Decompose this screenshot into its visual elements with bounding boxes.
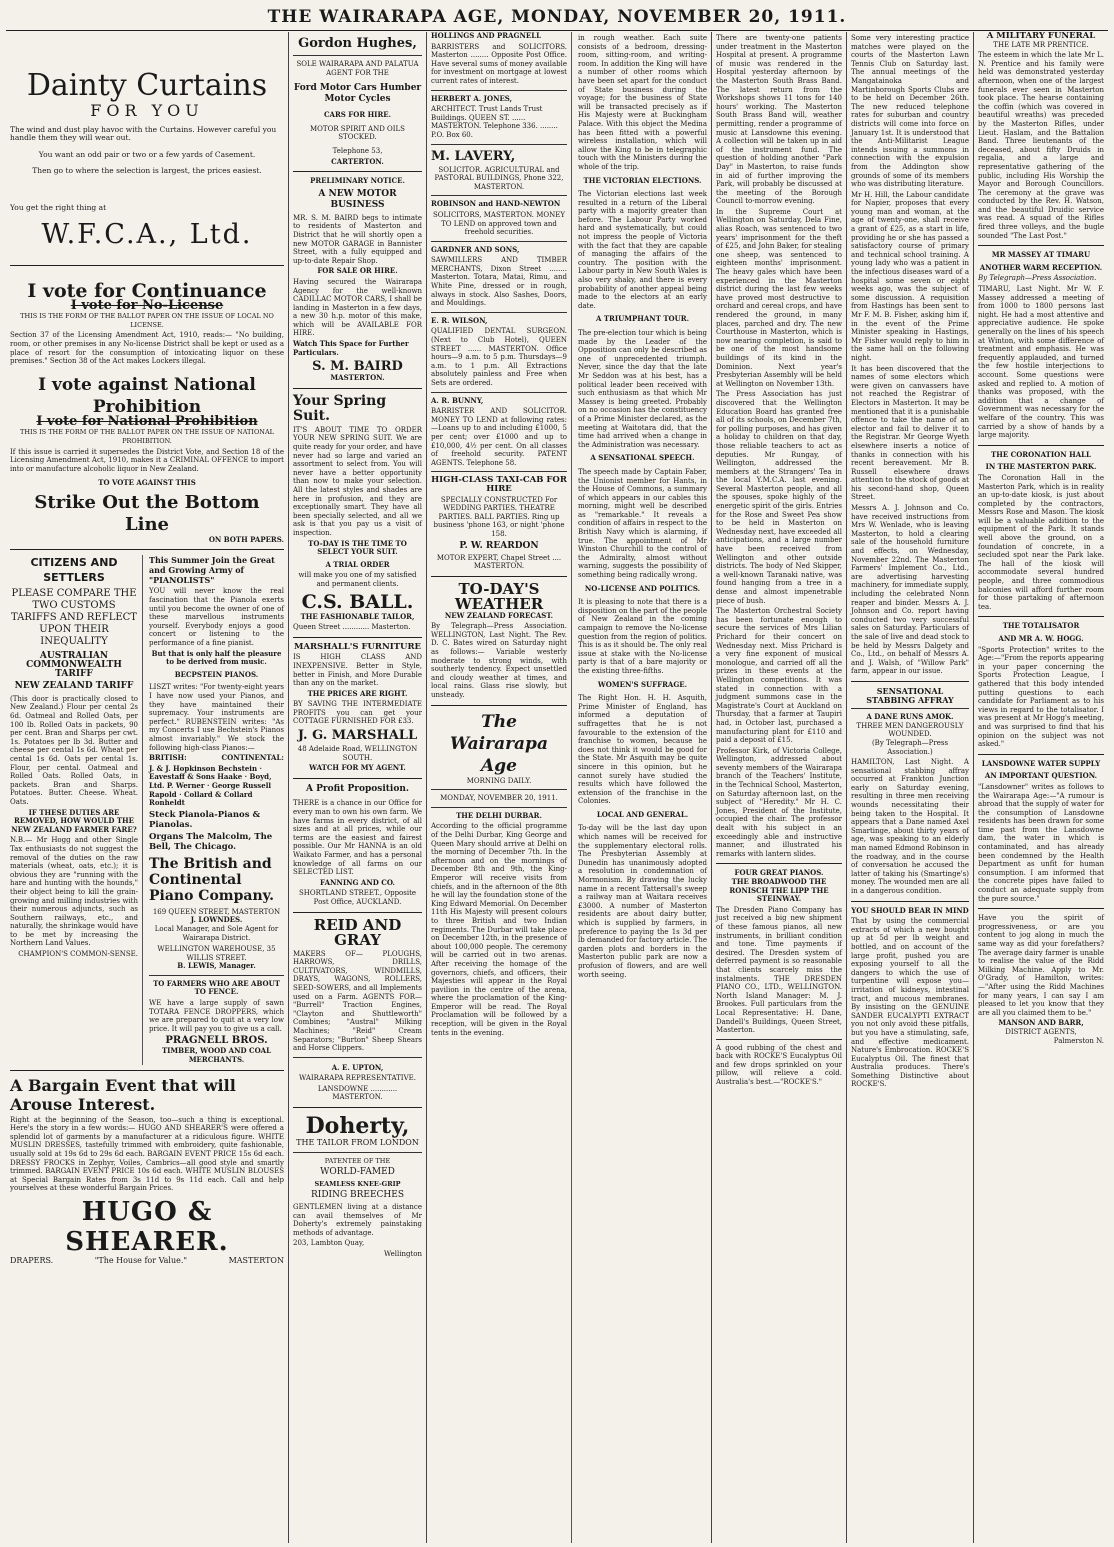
doherty-body: GENTLEMEN living at a distance can avail themselves of Mr Doherty's extremely painstaking methods of advantage. [293,1203,422,1237]
massey-heading: MR MASSEY AT TIMARU [991,250,1091,260]
profit-body: THERE is a chance in our Office for every man to own his own farm. We have farms in every district, of all sizes and at all prices, while our terms are the easiest and fairest possible. Our Mr HANNA is an old Waikato Farmer, and has a personal knowledge of all farms on our SELECTED LIST. [293,799,422,877]
vote-against-prohibition: I vote against National Prohibition [38,374,256,417]
curtains-line-2: You want an odd pair or two or a few yards of Casement. [38,149,256,159]
fence-heading: TO FARMERS WHO ARE ABOUT TO FENCE. [153,978,280,997]
weather-heading: TO-DAY'S WEATHER [454,579,544,613]
nolicense-body: It is pleasing to note that there is a disposition on the part of the people of New Zealand in the coming campaign to remove the No-license question from the region of politics. This is as it should be. The only real issue at stake with the No-license party is that of a bare majority or the existing three-fifths. [578,598,707,675]
hugo-town: MASTERTON [228,1255,284,1265]
lavery-heading: M. LAVERY, [431,148,516,164]
new-zealand-tariff: NEW ZEALAND TARIFF [14,681,134,692]
column-3a [431,32,572,1543]
manson-agents: DISTRICT AGENTS, [1005,1027,1077,1036]
weather-body: By Telegraph—Press Association. WELLINGTON, Last Night. The Rev. D. C. Bates wired on Saturday night as follows:— Variable westerly moderate to strong winds, with southerly tendency. Expect unsettled and cloudy weather at times, and local rains. Glass rise slowly, but unsteady. [431,622,567,700]
column-2 [289,32,427,1543]
hollings-body: BARRISTERS and SOLICITORS. Masterton ........ Opposite Post Office. Have several sums of money available for investment on mortgage at lowest current rates of interest. [431,42,567,85]
jg-marshall-agent: WATCH FOR MY AGENT. [309,763,406,773]
column-4 [712,32,847,1543]
col4-paragraph-3: The Press Association has just discovered that the Wellington Education Board has granted free all of its schools, on December 7th, for polling purposes, and has given a holiday to children on that day, those reliable teachers to act as deputies. Mr Rungay, of Wellington, addressed the members at the Strangers' Tea in the local Y.M.C.A. last evening. Several Masterton people, and all the spouses, spoke highly of the energetic spirit of the girls. Entries for the Rose and Sweet Pea show to be held in Masterton on Wednesday next, have exceeded all anticipations, and a large number have been received from Wellington and other outside districts. The body of Ned Skipper, a well-known Taranaki native, was found hanging from a tree in a dense and almost impenetrable piece of bush. [716,390,842,605]
curtains-line-1: The wind and dust play havoc with the Curtains. However careful you handle them they will wear out. [10,124,277,143]
stabbing-byline: (By Telegraph—Press Association.) [871,738,949,756]
vote1-body: Section 37 of the Licensing Amendment Act, 1910, reads:— "No building, room, or other premises in any No-license District shall be kept or used as a place of resort for the consumption of intoxicating liquor on these premises." Section 38 of the Act makes Lockers illegal. [10,331,284,366]
vote-no-license-struck: I vote for No-License [70,297,224,313]
today-select: TO-DAY IS THE TIME TO SELECT YOUR SUIT. [308,538,407,557]
water-heading: LANSDOWNE WATER SUPPLY [981,758,1101,768]
hugo-slogan: "The House for Value." [94,1255,188,1265]
nolicense-heading: NO-LICENSE AND POLITICS. [584,583,701,593]
coronation-body: The Coronation Hall in the Masterton Park, which is in reality an up-to-date kiosk, is just about completed by the contractors, Messrs Rose and Mason. The kiosk will be a valuable addition to the equipment of the Park. It stands well above the ground, on a foundation of concrete, in a secluded spot near the Park lake. The hall of the kiosk will accommodate several hundred people, and three commodious balconies will afford further room for those partaking of afternoon tea. [978,473,1104,611]
prices-body: BY SAVING THE INTERMEDIATE PROFITS you can get your COTTAGE FURNISHED FOR £33. [293,700,422,726]
col5-paragraph-4: Messrs A. J. Johnson and Co. have received instructions from Mrs W. Wenlade, who is leaving Masterton, to hold a clearing sale of the household furniture and effects, on Wednesday, November 22nd. The Masterton Farmers' Implement Co., Ltd., are advertising harvesting machinery, for immediate supply, including the celebrated Nonn reaper and binder. Messrs A. J. Johnson and Co. report having conducted two very successful sales on Saturday. Particulars of the sale of live and dead stock to be held by Messrs Dalgety and Co., Ltd., on behalf of Messrs A. and J. Walsh, of "Willow Park" farm, appear in our issue. [851,504,969,676]
motor-spirit: MOTOR SPIRIT AND OILS STOCKED. [310,124,405,142]
rocke-note: A good rubbing of the chest and back with ROCKE'S Eucalyptus Oil and few drops sprinkled on your pillow, will relieve a cold. Australia's best.—"ROCKE'S." [716,1043,842,1087]
tariff-body: (This door is practically closed to New Zealand.) Flour per cental 2s 6d. Oatmeal and Rolled Oats, per 100 lb. Rolled Oats in packets, 90 per cent. Bran and Sharps per cwt. 1s. Potatoes per lb 3d. Butter and cheese per cental 1s 6d. Wheat per cental 1s 6d. Oats per cental 1s. Flour, per cental. Oatmeal and Rolled Oats. Rolled Oats, in packets. Bran and Sharps. Potatoes. Butter. Cheese. Wheat. Oats. [10,694,138,806]
tariff-column [10,555,143,1064]
curtains-line-4: You get the right thing at [10,202,107,212]
motor-body: MR. S. M. BAIRD begs to intimate to residents of Masterton and District that he will shortly open a new MOTOR GARAGE in Bannister Street, with a fully equipped and up-to-date Repair Shop. [293,213,422,265]
dane-amok: A DANE RUNS AMOK. [866,712,954,722]
bunny-heading: A. R. BUNNY, [431,395,484,405]
col4-paragraph-5: Professor Kirk, of Victoria College, Wellington, addressed about seventy members of the Wairarapa branch of the Teachers' Institute, in the Technical School, Masterton, on Saturday afternoon last, on the subject of "Heredity." Mr H. C. Jones, President of the Institute, occupied the chair. The professor dealt with his subject in an exceedingly able and instructive manner, and illustrated his remarks with lantern slides. [716,746,842,858]
cs-ball: C.S. BALL. [301,590,414,613]
organs-line: Organs The Malcolm, The Bell, The Chicago. [149,831,273,852]
stabbing-heading: SENSATIONAL STABBING AFFRAY [866,685,954,705]
wilson-body: QUALIFIED DENTAL SURGEON. (Next to Club Hotel), QUEEN STREET ...... MASTERTON. Office hours—9 a.m. to 5 p.m. Thursdays—9 a.m. to 1 p.m. All Extractions absolutely painless and Free when Sets are ordered. [431,327,567,387]
pianists-heading: This Summer Join the Great and Growing Army of "PIANOLISTS" [149,555,275,586]
manson-town: Palmerston N. [1053,1036,1104,1045]
nb-note: N.B.— Mr Hogg and other Single Tax enthusiasts do not suggest the removal of the duties on the raw materials (wheat, oats, etc.); it is obvious they are "running with the hare and hunting with the hounds," their object being to kill the grain-growing and milling industries with their numerous adjuncts, such as Southern railways, etc., and naturally, the shrinkage would have to be met by increasing the Northern Land Values. [10,836,138,948]
wilson-heading: E. R. WILSON, [431,315,488,325]
doherty-wellington: Wellington [383,1250,422,1258]
cars-for-hire: CARS FOR HIRE. [323,110,392,120]
four-pianos-body: The Dresden Piano Company has just received a big new shipment of these famous pianos, all new instruments, in brilliant condition and tone. Time payments if desired. The Dresden system of deferred payment is so reasonable that clients scarcely miss the instalments. THE DRESDEN PIANO CO., LTD., WELLINGTON. North Island Manager: M. J. Brookes. Full particulars from the Local Representative: H. Dane, Dandell's Buildings, Queen Street, Masterton. [716,905,842,1035]
pianists-bold: But that is only half the pleasure to be derived from music. [151,648,282,667]
bcpc-manager-role: Local Manager, and Sole Agent for Wairarapa District. [154,924,279,942]
reid-gray: REID AND GRAY [313,915,402,949]
bunny-body: BARRISTER AND SOLICITOR. MONEY TO LEND at following rates:—Loans up to and including £1000, 5 per cent; over £1000 and up to £10,000, 4½ per cent. On all classes of freehold security. PATENT AGENTS. Telephone 58. [431,407,567,467]
sensational-speech-heading: A SENSATIONAL SPEECH. [590,453,695,463]
vote1-note: THIS IS THE FORM OF THE BALLOT PAPER ON THE ISSUE OF LOCAL NO LICENSE. [20,312,274,329]
bargain-heading: A Bargain Event that will Arouse Interest. [10,1075,236,1114]
massey-byline: By Telegraph—Press Association. [978,274,1097,283]
col4-paragraph-4: The Masterton Orchestral Society has been fortunate enough to secure the services of Mrs Lilian Prichard for their concert on Wednesday next. Miss Prichard is a very fine exponent of musical monologue, and carried off all the prizes in these events at the Wellington competitions. It was stated in connection with a judgment summons case in the Magistrate's Court at Auckland on Thursday, that a farmer at Taupiri had, in October last, purchased a manufacturing plant for £110 and paid a deposit of £15. [716,607,842,745]
cs-ball-tailor: THE FASHIONABLE TAILOR, [300,611,415,621]
columns [6,32,1108,1543]
bcpc-address: 169 QUEEN STREET, MASTERTON [152,907,281,916]
hogg-heading: AND MR A. W. HOGG. [998,634,1084,643]
bcpc-heading: The British and Continental Piano Company. [149,855,275,904]
prices-right: THE PRICES ARE RIGHT. [307,688,408,698]
gardner-body: SAWMILLERS AND TIMBER MERCHANTS, Dixon Street ........ Masterton. Totara, Matai, Rimu, and White Pine, dressed or in rough, always in stock. Also Sashes, Doors, and Mouldings. [431,256,567,308]
bcpc-manager: J. LOWNDES. [190,915,243,925]
bear-in-mind-body: That by using the commercial extracts of which a new bought up at 5d per lb weight and bottled, and on account of the large profit, pushed you are exposing yourself to all the dangers to which the use of turpentine will expose you—irritation of kidneys, intestinal tract, and mucous membranes. By insisting on the GENUINE SANDER EUCALYPTI EXTRACT you not only avoid these pitfalls, but you have a stimulating, safe, and effective medicament. Nature's Embrocation. ROCKE'S Eucalyptus Oil. The finest that Australia produces. There's Something Distinctive about ROCKE'S. [851,917,969,1089]
champion-signoff: CHAMPION'S COMMON-SENSE. [18,950,138,959]
pragnell-trade: TIMBER, WOOD AND COAL MERCHANTS. [161,1046,272,1065]
totalisator-body: "Sports Protection" writes to the Age:—"From the reports appearing in your paper concerning the Sports Protection League, I gathered that this body intended putting questions to each candidate for Parliament as to his views in regard to the totalisator. I was present at Mr Hogg's meeting, and was surprised to find that his opinion on the subject was not asked." [978,645,1104,749]
riding-breeches: RIDING BREECHES [310,1190,405,1201]
gordon-agent: SOLE WAIRARAPA AND PALATUA AGENT FOR THE [296,60,419,77]
paper-title: The Wairarapa Age [450,711,548,776]
separator-ad: Have you the spirit of progressiveness, or are you content to jog along in much the same way as did your forefathers? The average dairy farmer is unable to realise the value of the Ridd Milking Machine. Apply to Mr. O'Grady, of Hamilton, writes:—"After using the Ridd Machines for many years, I can say I am pleased to let you know that they are all you claimed them to be." [978,914,1104,1017]
steck-line: Steck Pianola-Pianos & Pianolas. [149,809,261,830]
morning-daily: MORNING DAILY. [466,776,532,785]
robinson-heading: ROBINSON and HAND-NEWTON [431,199,561,209]
hugo-shearer-logo: HUGO & SHEARER. [65,1196,229,1257]
local-body: To-day will be the last day upon which names will be received for the supplementary electoral rolls. The Presbyterian Assembly at Dunedin has unanimously adopted a resolution in condemnation of Mormonism. By drawing the lucky name in a recent Tattersall's sweep a railway man at Waitara receives £3000. A number of Masterton residents are about dairy butter, which is supplied by farmers, in preference to paying the 1s 3d per lb demanded for factory article. The garden plots and borders in the Masterton public park are now a profusion of flowers, and are well worth seeing. [578,824,707,979]
bechstein-body: LISZT writes: "For twenty-eight years I have now used your Pianos, and they have maintained their supremacy. Your instruments are perfect." RUBENSTEIN writes: "As my Concerts I use Bechstein's Pianos almost invariably." We stock the following high-class Pianos:— [149,683,284,752]
both-papers: ON BOTH PAPERS. [208,534,284,544]
trial-order: A TRIAL ORDER [325,559,390,569]
late-prentice: THE LATE MR PRENTICE. [993,40,1089,49]
coronation-heading: THE CORONATION HALL [991,449,1091,459]
reardon: P. W. REARDON [459,540,539,551]
vote2-body: If this issue is carried it supersedes the District Vote, and Section 18 of the Licensing Amendment Act, 1910, makes it a CRIMINAL OFFENCE to import into or manufacture alcoholic liquor in New Zealand. [10,447,284,473]
marshall-heading: MARSHALL'S FURNITURE [293,641,422,652]
gordon-telephone: Telephone 53, [332,146,383,155]
fanning-address: SHORTLAND STREET., Opposite Post Office, AUCKLAND. [298,889,417,906]
jg-marshall: J. G. MARSHALL [297,728,418,744]
fence-body: WE have a large supply of sawn TOTARA FENCE DROPPERS, which we are prepared to quit at a very low price. It will pay you to give us a call. [149,999,284,1033]
manson-barr: MANSON AND BARR, [998,1018,1084,1028]
women-body: The Right Hon. H. H. Asquith, Prime Minister of England, has informed a deputation of suffragettes that he is not favourable to the extension of the franchise to women, because he does not think it would be good for the State. Mr Asquith may be quite sincere in this opinion, but he cannot surely have studied the results which have followed the extension of the franchise in the Colonies. [578,694,707,806]
spring-suit-heading: Your Spring Suit. [293,392,387,424]
strike-out-heading: Strike Out the Bottom Line [34,491,260,535]
ford-humber: Ford Motor Cars Humber Motor Cycles [293,83,422,105]
ae-upton: A. E. UPTON, [331,1062,384,1072]
upton-place: LANSDOWNE ............ MASTERTON. [317,1084,398,1102]
military-funeral: A MILITARY FUNERAL [986,32,1096,41]
sale-body: Having secured the Wairarapa Agency for the well-known CADILLAC MOTOR CARS, I shall be landing in Masterton in a few days, a new 30 h.p. motor of this make, which will be AVAILABLE FOR HIRE. [293,277,422,338]
col5-paragraph-1: Some very interesting practice matches were played on the courts of the Masterton Lawn Tennis Club on Saturday last. The annual meetings of the Mangatainoka and Martinborough Sports Clubs are to be held on December 26th. The new reduced telephone rates for suburban and country districts will come into force on January 1st. It is understood that the Anti-Militarist League intends issuing a summons in connection with the expulsion from the Addington show grounds of some of its members who was distributing literature. [851,34,969,189]
durbar-heading: THE DELHI DURBAR. [456,810,542,820]
australian-tariff: AUSTRALIAN COMMONWEALTH TARIFF [26,651,122,679]
seamless: SEAMLESS KNEE-GRIP [314,1179,401,1188]
vote-prohibition-struck: I vote for National Prohibition [36,413,258,429]
compare-heading: PLEASE COMPARE THE TWO CUSTOMS TARIFFS AND REFLECT UPON THEIR INEQUALITY [11,588,137,648]
marshall-body: IS HIGH CLASS AND INEXPENSIVE. Better in Style, better in Finish, and More Durable than any on the market. [293,653,422,688]
masthead: THE WAIRARAPA AGE, MONDAY, NOVEMBER 20, 1911. [6,4,1108,31]
col5-paragraph-3: It has been discovered that the names of some electors which were given on canvassers have not reached the Registrar of Electors in Masterton. It may be mentioned that it is a punishable offence to take the name of an elector and fail to deliver it to the Registrar. Mr George Wyeth elsewhere inserts a notice of thanks in connection with his recent bereavement. Mr B. Russell elsewhere draws attention to the stock of goods at his second-hand shop, Queen Street. [851,364,969,502]
forecast-heading: NEW ZEALAND FORECAST. [444,610,554,620]
prelim-notice: PRELIMINARY NOTICE. [310,176,405,186]
column-5 [847,32,974,1543]
continental-label: CONTINENTAL: [221,753,284,763]
reardon-body: MOTOR EXPERT, Chapel Street .... MASTERTON. [436,553,562,571]
medina-body: in rough weather. Each suite consists of a bedroom, dressing-room, sitting-room, and writing-room. In addition the King will have a number of other rooms which have been set apart for the conduct of State business during the voyage; for the business of State will be transacted precisely as if His Majesty were at Buckingham Palace. With this object the Medina has been fitted with a powerful wireless installation, which will allow the King to be in telegraphic touch with the Ministers during the whole of the trip. [578,34,707,171]
herbert-heading: HERBERT A. JONES, [431,93,513,103]
issue-date: MONDAY, NOVEMBER 20, 1911. [440,794,558,803]
cs-ball-street: Queen Street ............ Masterton. [293,623,411,632]
curtains-subtitle: FOR YOU [90,101,204,120]
col5-paragraph-2: Mr H. Hill, the Labour candidate for Napier, proposes that every young man and woman, at the age of twenty-one, shall receive a grant of £25, as a start in life, providing he or she has passed a satisfactory course of primary and technical school training. A young lady who was a patient in the infectious diseases ward of a hospital some seven or eight weeks ago, was the subject of some discussion. A requisition from Hastings has been sent to Mr F. M. B. Fisher, asking him if, in the event of the Prime Minister speaking in Hastings, Mr Fisher would reply to him in the same hall on the following night. [851,190,969,362]
women-heading: WOMEN'S SUFFRAGE. [597,679,688,689]
col4-paragraph-1: There are twenty-one patients under treatment in the Masterton Hospital at present. A programme of music was rendered in the Hospital yesterday afternoon by the Masterton South Brass Band. The latest return from the Workshops shows 11 tons for 140 hours' working. The Masterton South Brass Band will, weather permitting, render a programme of music at Lansdowne this evening. A collection will be taken up in aid of the instrument fund. The question of holding another "Park Day" in Masterton, to raise funds in aid of further improving the Park, will probably be discussed at the meeting of the Borough Council to-morrow evening. [716,34,842,206]
four-pianos-list: THE BROADWOOD THE RONISCH THE LIPP THE STEINWAY. [729,877,829,904]
new-motor-business: A NEW MOTOR BUSINESS [318,188,397,210]
watch-space: Watch This Space for Further Particulars. [293,339,409,357]
fanning-co: FANNING AND CO. [320,877,395,887]
sm-baird-town: MASTERTON. [330,373,385,383]
citizens-heading: CITIZENS AND SETTLERS [30,556,118,585]
reid-body: MAKERS OF— PLOUGHS, HARROWS, DRILLS, CULTIVATORS, WINDMILLS, DRAYS, WAGONS, ROLLERS, SEED-SOWERS, and all Implements used on a Farm. AGENTS FOR— "Burrell" Traction Engines, "Clayton and Shuttleworth" Combines; "Austral" Milking Machines; "Reid" Cream Separators; "Burton" Sheep Shears and Horse Clippers. [293,949,422,1053]
vote2-note: THIS IS THE FORM OF THE BALLOT PAPER ON THE ISSUE OF NATIONAL PROHIBITION. [20,428,274,445]
world-famed: WORLD-FAMED [320,1167,395,1178]
totalisator-heading: THE TOTALISATOR [1002,621,1080,631]
profit-heading: A Profit Proposition. [305,783,409,794]
doherty-lambton: 203, Lambton Quay, [293,1239,365,1248]
hollings-heading: HOLLINGS AND PRAGNELL [431,32,542,40]
important-question: AN IMPORTANT QUESTION. [984,771,1098,781]
stabbing-body: HAMILTON, Last Night. A sensational stabbing affray occurred at Frankton Junction early on Saturday evening, resulting in three men receiving wounds necessitating their being taken to the Hospital. It appears that a Dane named Axel Smartinge, about thirty years of age, was speaking to an elderly man named Edmond Robinson in the roadway, and in the course of conversation he accused the latter of taking his (Smartinge's) money. The wounded men are all in a dangerous condition. [851,758,969,895]
taxi-body: SPECIALLY CONSTRUCTED For WEDDING PARTIES. THEATRE PARTIES. BALL PARTIES. Ring up business 'phone 163, or night 'phone 158. [433,495,565,538]
british-label: BRITISH: [149,753,187,763]
lavery-body: SOLICITOR. AGRICULTURAL and PASTORAL BUILDINGS, Phone 322, MASTERTON. [434,165,564,191]
col4-paragraph-2: In the Supreme Court at Wellington on Saturday, Dela Fine, alias Roach, was sentenced to two years' imprisonment for the theft of £25, and John Baker, for stealing one sheep, was sentenced to eighteen months' imprisonment. The heavy gales which have been experienced in the Masterton district during the last few weeks have proved most destructive to orchard and cereal crops, and have rendered the ground, in many places, parched and dry. The new Courthouse in Masterton, which is now nearing completion, is said to be one of the most handsome buildings of its kind in the Dominion. Next year's Presbyterian Assembly will be held at Wellington on November 13th. [716,207,842,388]
column-6 [974,32,1108,1543]
curtains-title: Dainty Curtains [26,68,268,103]
patentee: PATENTEE OF THE [324,1156,391,1165]
victorian-heading: THE VICTORIAN ELECTIONS. [583,175,702,185]
piano-makers: J. & J. Hopkinson Bechstein · Eavestaff & Sons Haake · Boyd, Ltd. P. Werner · George Russell Rapold · Collard & Collard Ronheldt [149,763,272,808]
warm-reception: ANOTHER WARM RECEPTION. [979,262,1103,272]
triumph-heading: A TRIUMPHANT TOUR. [595,314,690,324]
water-body: "Lansdowner" writes as follows to the Wairarapa Age:—"A rumour is abroad that the supply of water for the consumption of Lansdowne residents has been drawn for some time past from the Lansdowne dam, the water in which is contaminated, and has already been condemned by the Health Department as unfit for human consumption. I am informed that the concrete pipes have failed to conduct an adequate supply from the pure source." [978,782,1104,903]
military-body: The esteem in which the late Mr L. N. Prentice and his family were held was demonstrated yesterday afternoon, when one of the largest funerals ever seen in Masterton took place. The hearse containing the coffin (which was covered in beautiful wreaths) was preceded by the Masterton Rifles, under Lieut. Haslam, and the Battalion Band. Three lieutenants of the deceased, about fifty Druids in regalia, and a large and representative gathering of the public, including His Worship the Mayor and Borough Councillors. The ceremony at the grave was conducted by the Rev. H. Watson, and the beautiful Druidic service was read. A squad of the Rifles fired three volleys, and the bugle sounded "The Last Post." [978,51,1104,240]
four-pianos: FOUR GREAT PIANOS. [734,868,824,878]
gordon-hughes: Gordon Hughes, [298,36,417,51]
vote-continuance: I vote for Continuance [27,279,267,302]
bcpc-warehouse: WELLINGTON WAREHOUSE, 35 WILLIS STREET. [157,945,276,962]
gordon-carterton: CARTERTON. [331,156,384,166]
bargain-body: Right at the beginning of the Season, too—such a thing is exceptional. Here's the story in a few words:— HUGO AND SHEARER'S were offered a splendid lot of garments by a manufacturer at a ridiculous figure. WHITE MUSLIN DRESSES, tastefully trimmed with embroidery, quite fashionable, usually sold at 19s 6d to 29s 6d each. BARGAIN EVENT PRICE 15s 6d each. DRESSY FROCKS in Zephyr, Voiles, Cambrics—all good style and smartly trimmed. BARGAIN EVENT PRICE 10s 6d each. WHITE MUSLIN BLOUSES at Special Bargain Rates from 3s 11d to 9s 11d each. Call and help yourselves at these wonderful Bargain Prices. [10,1115,284,1193]
sensational-speech-body: The speech made by Captain Faber, the Unionist member for Hants, in the House of Commons, a summary of which appears in our cables this morning, might well be described as "remarkable." It reveals a condition of affairs in respect to the British Navy which is alarming, if true. The appointment of Mr Winston Churchill to the control of the Admiralty, almost without warning, suggests the possibility of something being radically wrong. [578,467,707,580]
vote-against-line: TO VOTE AGAINST THIS [98,478,196,488]
wfca-logo: W.F.C.A., Ltd. [41,218,253,250]
spring-suit-body: IT'S ABOUT TIME TO ORDER YOUR NEW SPRING SUIT. We are quite ready for your order, and have never had so large and varied an assortment to select from. You will never have a better opportunity than now to make your selection. All the latest styles and shades are here in profusion, and they are exceptionally smart. They have all been specially selected, and all we ask is that you pay us a visit of inspection. [293,425,422,537]
doherty-tailor: THE TAILOR FROM LONDON [296,1138,419,1148]
gardner-heading: GARDNER AND SONS, [431,244,520,254]
hugo-drapers: DRAPERS. [10,1255,54,1265]
bcpc-lewis: B. LEWIS, Manager. [177,961,256,971]
sale-or-hire: FOR SALE OR HIRE. [317,266,398,276]
upton-role: WAIRARAPA REPRESENTATIVE. [299,1074,416,1083]
column-3 [427,32,712,1543]
trial-body: will make you one of my satisfied and permanent clients. [298,571,417,588]
column-3b [578,32,707,1543]
sm-baird: S. M. BAIRD [312,359,403,375]
taxi-heading: HIGH-CLASS TAXI-CAB FOR HIRE [431,475,567,494]
three-men: THREE MEN DANGEROUSLY WOUNDED. [856,721,964,739]
masterton-park: IN THE MASTERTON PARK. [985,462,1097,472]
bechstein-heading: BECPSTEIN PIANOS. [174,669,259,679]
local-heading: LOCAL AND GENERAL. [596,809,689,819]
pragnell-bros: PRAGNELL BROS. [165,1035,268,1047]
victorian-body: The Victorian elections last week resulted in a return of the Liberal party with a majority greater than before. The Labour Party worked hard and systematically, but could not impress the people of Victoria with the fact that they are capable of managing the affairs of the country. The position with the Labour party in New South Wales is also very shaky, and there is every probability of another appeal being made to the electors at an early date. [578,190,707,310]
piano-column [149,555,284,1064]
triumph-body: The pre-election tour which is being made by the Leader of the Opposition can only be described as one of unprecedented triumph. Never, since the day that the late Mr Seddon was at his best, has a political leader been received with such enthusiasm as that which Mr Massey is being greeted. Probably on no occasion has the constituency of a Prime Minister declared, as the meeting at Waitotara did, that the time had arrived when a change in the Administration was necessary. [578,329,707,449]
column-1 [6,32,289,1543]
robinson-body: SOLICITORS, MASTERTON. MONEY TO LEND on approved town and freehold securities. [433,210,565,237]
durbar-body: According to the official programme of the Delhi Durbar, King George and Queen Mary should arrive at Delhi on the morning of December 7th. In the afternoon and on the mornings of December 8th and 9th, the King-Emperor will receive visits from chiefs, and in the afternoon of the 8th he will lay the foundation stone of the King Edward Memorial. On December 11th His Majesty will present colours to three British and two Indian regiments. The Durbar will take place on December 12th, in the presence of about 100,000 people. The ceremony will be carried out in two arenas. After receiving the homage of the governors, chiefs, and officers, their Majesties will appear in the Royal pavilion in the centre of the arena, where the proclamation of the King-Emperor will be read. The Royal Proclamation will be followed by a reception, will be given in the Royal tents in the evening. [431,822,567,1037]
curtains-line-3: Then go to where the selection is largest, the prices easiest. [32,166,262,176]
pianists-body: YOU will never know the real fascination that the Pianola exerts until you become the owner of one of these marvellous instruments yourself. Everybody enjoys a good concert or listening to the performance of a fine pianist. [149,587,284,648]
jg-marshall-address: 48 Adelaide Road, WELLINGTON SOUTH. [297,745,418,762]
doherty-heading: Doherty, [305,1113,410,1140]
massey-body: TIMARU, Last Night. Mr W. F. Massey addressed a meeting of from 1000 to 1800 persons last night. He had a most attentive and appreciative audience. He spoke generally on the lines of his speech at Winton, with some difference of treatment and emphasis. He was frequently applauded, and turned the few hostile interjections to account. Some questions were asked and replied to. A motion of thanks was proposed, with the addition that a change of Government was necessary for the welfare of the country. This was carried by a show of hands by a large majority. [978,285,1104,440]
bear-in-mind: YOU SHOULD BEAR IN MIND [851,905,969,915]
duties-removed: IF THESE DUTIES ARE REMOVED, HOW WOULD THE NEW ZEALAND FARMER FARE? [11,807,137,834]
herbert-body: ARCHITECT. Trust Lands Trust Buildings. QUEEN ST. ...... MASTERTON. Telephone 336. ........ P.O. Box 60. [431,105,558,139]
